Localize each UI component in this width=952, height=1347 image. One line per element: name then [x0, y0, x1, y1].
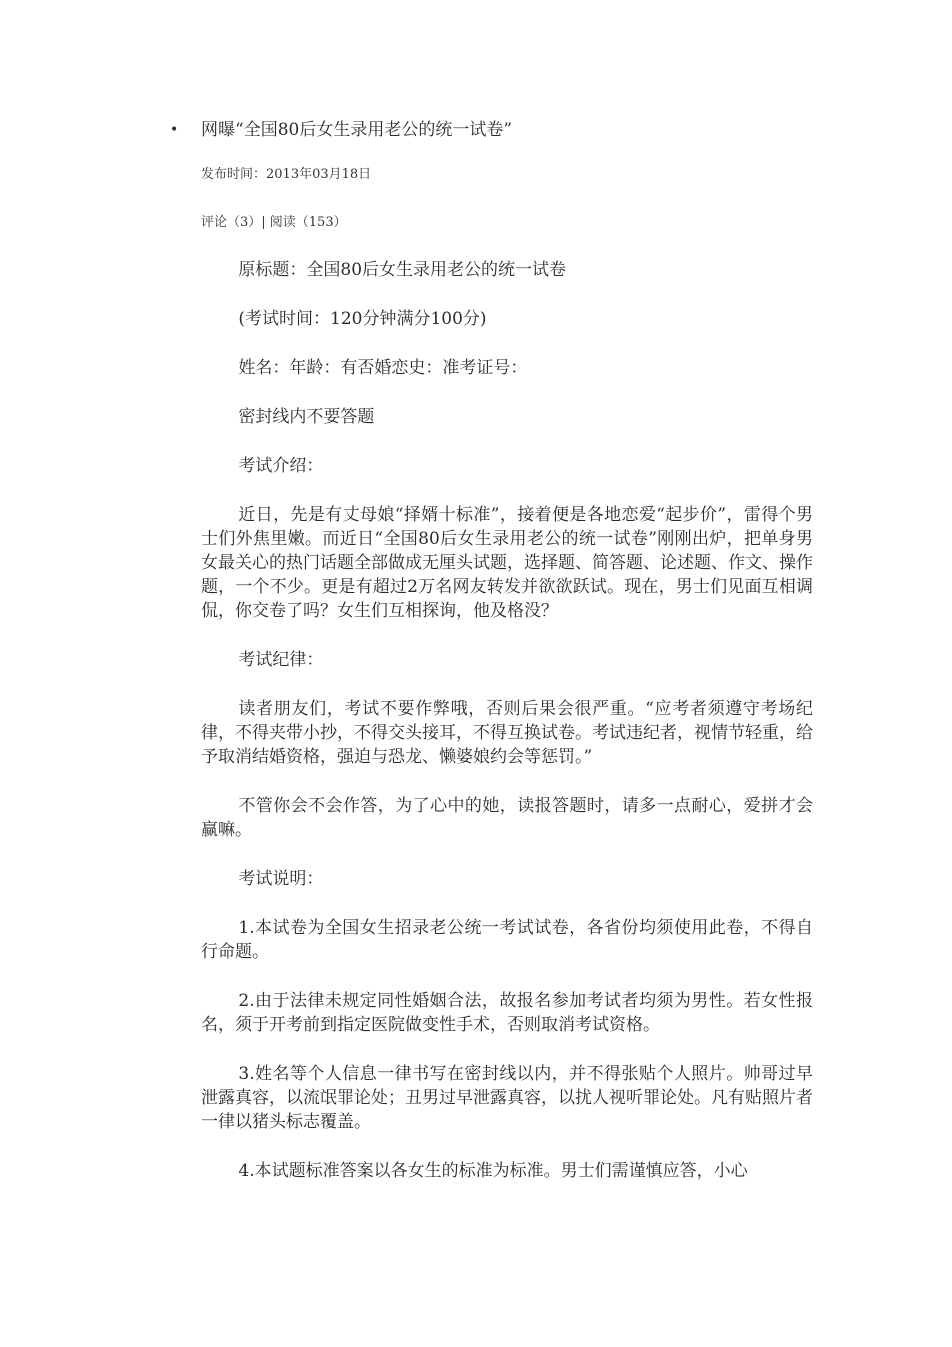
publish-time: 发布时间：2013年03月18日	[201, 167, 372, 182]
article-body	[201, 258, 813, 1208]
paragraph-original-title: 原标题：全国80后女生录用老公的统一试卷	[238, 260, 567, 280]
paragraph-heading-instructions: 考试说明：	[238, 869, 324, 889]
paragraph-instruction-3: 3.姓名等个人信息一律书写在密封线以内，并不得张贴个人照片。帅哥过早泄露真容，以流氓罪论处；丑男过早泄露真容，以扰人视听罪论处。凡有贴照片者一律以猪头标志覆盖。	[201, 1064, 813, 1132]
paragraph-instruction-1: 1.本试卷为全国女生招录老公统一考试试卷，各省份均须使用此卷，不得自行命题。	[201, 918, 813, 962]
bullet-icon: •	[170, 122, 179, 138]
paragraph-instruction-4: 4.本试题标准答案以各女生的标准为标准。男士们需谨慎应答，小心	[238, 1161, 748, 1181]
paragraph-instruction-2: 2.由于法律未规定同性婚姻合法，故报名参加考试者均须为男性。若女性报名，须于开考前到指定医院做变性手术，否则取消考试资格。	[201, 991, 813, 1035]
paragraph-exam-time: (考试时间：120分钟满分100分)	[238, 309, 487, 329]
paragraph-candidate-info: 姓名：年龄：有否婚恋史：准考证号：	[238, 358, 528, 378]
paragraph-discipline: 读者朋友们，考试不要作弊哦，否则后果会很严重。“应考者须遵守考场纪律，不得夹带小抄，不得交头接耳，不得互换试卷。考试违纪者，视情节轻重，给予取消结婚资格，强迫与恐龙、懒婆娘约会等惩罚。”	[201, 699, 813, 767]
paragraph-patience: 不管你会不会作答，为了心中的她，读报答题时，请多一点耐心，爱拼才会赢嘛。	[201, 796, 813, 840]
paragraph-seal-line: 密封线内不要答题	[238, 407, 375, 427]
post-stats: 评论（3）| 阅读（153）	[201, 215, 347, 230]
paragraph-intro: 近日，先是有丈母娘“择婿十标准”，接着便是各地恋爱“起步价”，雷得个男士们外焦里嫩。而近日“全国80后女生录用老公的统一试卷”刚刚出炉，把单身男女最关心的热门话题全部做成无厘头试题，选择题、简答题、论述题、作文、操作题，一个不少。更是有超过2万名网友转发并欲欲跃试。现在，男士们见面互相调侃，你交卷了吗？女生们互相探询，他及格没？	[201, 505, 813, 621]
post-title: 网曝“全国80后女生录用老公的统一试卷”	[201, 120, 513, 140]
paragraph-heading-intro: 考试介绍：	[238, 456, 324, 476]
paragraph-heading-discipline: 考试纪律：	[238, 650, 324, 670]
